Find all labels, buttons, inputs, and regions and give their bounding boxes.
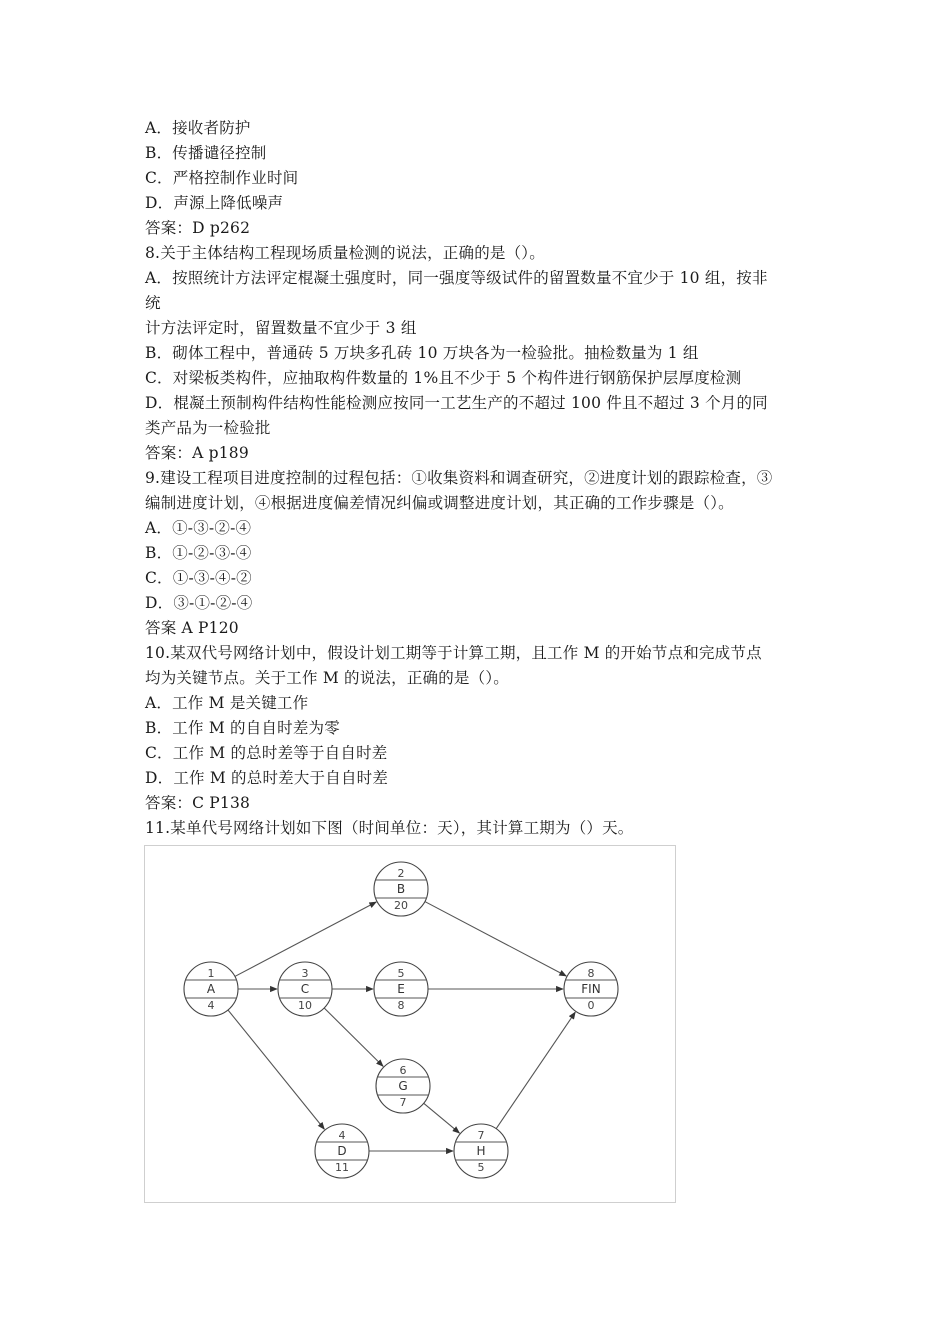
node-duration: 11 bbox=[335, 1161, 349, 1174]
node-number: 7 bbox=[477, 1129, 485, 1142]
node-8 bbox=[564, 962, 618, 1016]
text-line: D．棍凝土预制构件结构性能检测应按同一工艺生产的不超过 100 件且不超过 3 个月的同 bbox=[145, 394, 768, 412]
edge-2-8 bbox=[425, 902, 566, 976]
node-duration: 7 bbox=[399, 1096, 407, 1109]
text-line: C．对梁板类构件，应抽取构件数量的 1%且不少于 5 个构件进行钢筋保护层厚度检测 bbox=[145, 369, 742, 387]
node-number: 4 bbox=[338, 1129, 346, 1142]
text-line: 编制进度计划，④根据进度偏差情况纠偏或调整进度计划，其正确的工作步骤是（）。 bbox=[145, 494, 734, 512]
text-line: A．工作 M 是关键工作 bbox=[145, 694, 309, 712]
node-duration: 5 bbox=[477, 1161, 485, 1174]
edge-7-8 bbox=[496, 1012, 575, 1128]
text-line: 9.建设工程项目进度控制的过程包括：①收集资料和调查研究，②进度计划的跟踪检查，③ bbox=[145, 469, 773, 487]
node-number: 6 bbox=[399, 1064, 407, 1077]
network-diagram-figure bbox=[144, 845, 676, 1203]
text-line: 10.某双代号网络计划中，假设计划工期等于计算工期，且工作 M 的开始节点和完成节点 bbox=[145, 644, 762, 662]
node-duration: 4 bbox=[207, 999, 215, 1012]
node-5 bbox=[374, 962, 428, 1016]
text-line: C．工作 M 的总时差等于自自时差 bbox=[145, 744, 388, 762]
text-line: D．工作 M 的总时差大于自自时差 bbox=[145, 769, 389, 787]
text-line: 计方法评定时，留置数量不宜少于 3 组 bbox=[145, 319, 417, 337]
node-name: A bbox=[206, 982, 216, 996]
node-name: D bbox=[337, 1144, 347, 1158]
node-name: G bbox=[398, 1079, 408, 1093]
node-6 bbox=[376, 1059, 430, 1113]
node-number: 8 bbox=[587, 967, 595, 980]
text-line: 答案：C P138 bbox=[145, 794, 251, 812]
text-line: C．①-③-④-② bbox=[145, 569, 252, 587]
text-line: 类产品为一检验批 bbox=[145, 419, 271, 437]
node-3 bbox=[278, 962, 332, 1016]
text-line: B．①-②-③-④ bbox=[145, 544, 252, 562]
node-duration: 0 bbox=[587, 999, 595, 1012]
text-line: 答案：A p189 bbox=[145, 444, 249, 462]
text-line: 统 bbox=[145, 294, 161, 312]
node-number: 2 bbox=[397, 867, 405, 880]
network-diagram bbox=[145, 846, 675, 1202]
text-line: 8.关于主体结构工程现场质量检测的说法，正确的是（）。 bbox=[145, 244, 545, 262]
node-duration: 20 bbox=[394, 899, 408, 912]
text-line: B．工作 M 的自自时差为零 bbox=[145, 719, 340, 737]
text-line: 答案 A P120 bbox=[145, 619, 239, 637]
node-2 bbox=[374, 862, 428, 916]
text-line: 答案：D p262 bbox=[145, 219, 251, 237]
node-7 bbox=[454, 1124, 508, 1178]
node-number: 1 bbox=[207, 967, 215, 980]
node-name: E bbox=[397, 982, 405, 996]
node-name: B bbox=[396, 882, 406, 896]
text-line: A．接收者防护 bbox=[145, 119, 251, 137]
text-line: 均为关键节点。关于工作 M 的说法，正确的是（）。 bbox=[145, 669, 509, 687]
node-duration: 8 bbox=[397, 999, 405, 1012]
text-line: B．传播谴径控制 bbox=[145, 144, 267, 162]
node-name: H bbox=[476, 1144, 486, 1158]
text-line: D．声源上降低噪声 bbox=[145, 194, 284, 212]
node-name: C bbox=[300, 982, 310, 996]
node-4 bbox=[315, 1124, 369, 1178]
edge-6-7 bbox=[424, 1103, 460, 1133]
node-1 bbox=[184, 962, 238, 1016]
node-number: 5 bbox=[397, 967, 405, 980]
text-line: A．①-③-②-④ bbox=[145, 519, 252, 537]
text-line: C．严格控制作业时间 bbox=[145, 169, 299, 187]
edge-1-4 bbox=[228, 1010, 324, 1129]
node-number: 3 bbox=[301, 967, 309, 980]
text-line: 11.某单代号网络计划如下图（时间单位：天），其计算工期为（）天。 bbox=[145, 819, 634, 837]
text-line: B．砌体工程中，普通砖 5 万块多孔砖 10 万块各为一检验批。抽检数量为 1 组 bbox=[145, 344, 699, 362]
text-line: A．按照统计方法评定棍凝土强度时，同一强度等级试件的留置数量不宜少于 10 组，按非 bbox=[145, 269, 768, 287]
node-duration: 10 bbox=[298, 999, 312, 1012]
text-line: D．③-①-②-④ bbox=[145, 594, 253, 612]
node-name: FIN bbox=[581, 982, 601, 996]
edge-3-6 bbox=[324, 1008, 383, 1066]
